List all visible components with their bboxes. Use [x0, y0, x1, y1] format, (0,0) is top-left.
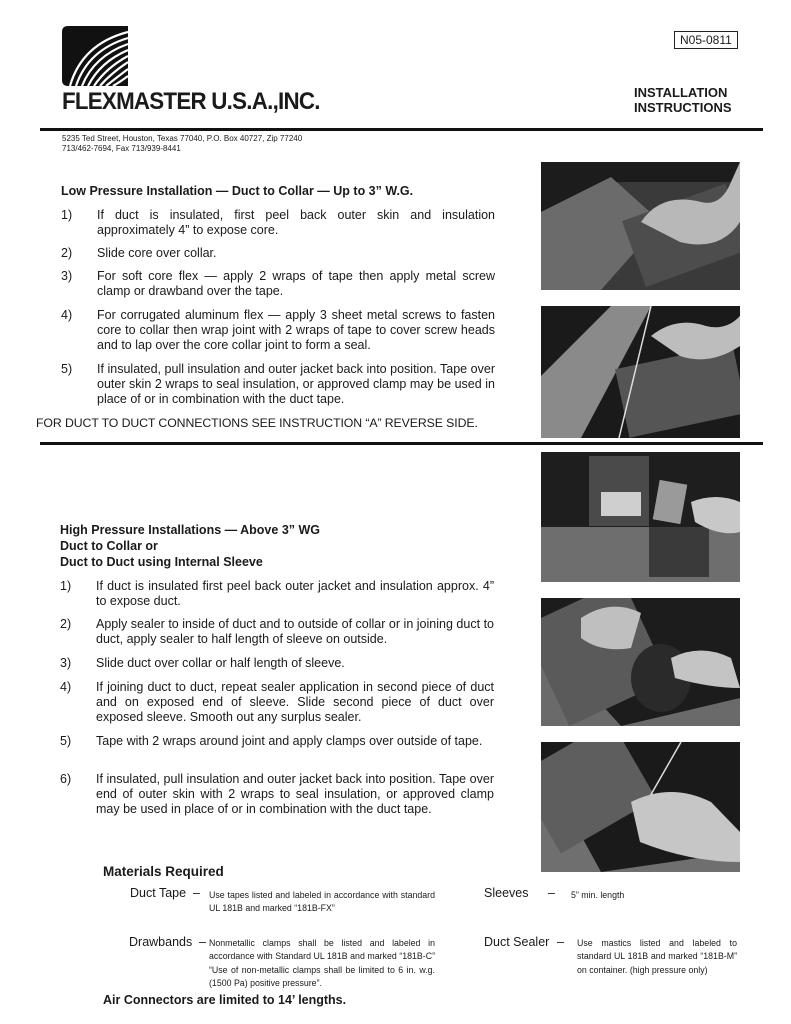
step-number: 1) [61, 208, 73, 222]
step-text: Slide core over collar. [97, 246, 217, 260]
high-pressure-heading [60, 522, 320, 570]
company-address [62, 134, 302, 154]
step-text: Apply sealer to inside of duct and to outside of collar or in joining duct to duct, apply sealer to half length of sleeve on outside. [96, 617, 494, 646]
step-text: Tape with 2 wraps around joint and apply clamps over outside of tape. [96, 734, 483, 748]
high-pressure-heading-line1: High Pressure Installations — Above 3” WG [60, 523, 321, 537]
material-dash: – [193, 886, 200, 900]
flexmaster-logo-icon [62, 26, 128, 86]
company-name: FLEXMASTER U.S.A.,INC. [62, 88, 320, 115]
step-text: If joining duct to duct, repeat sealer application in second piece of duct and on exposed end of sleeve. Slide second piece of duct over exposed sleeve. Smooth out any surplus sealer. [96, 680, 494, 724]
material-dash: – [557, 935, 564, 949]
reverse-side-note: FOR DUCT TO DUCT CONNECTIONS SEE INSTRUCTION “A” REVERSE SIDE. [36, 416, 478, 430]
material-dash: – [199, 935, 206, 949]
step-text: For corrugated aluminum flex — apply 3 sheet metal screws to fasten core to collar then wrap joint with 2 wraps of tape to cover screw heads and to lap over the core collar joint to form a seal. [97, 308, 495, 352]
step-text: For soft core flex — apply 2 wraps of tape then apply metal screw clamp or drawband over the tape. [97, 269, 495, 298]
material-desc-duct-tape: Use tapes listed and labeled in accordance with standard UL 181B and marked “181B-FX” [209, 890, 435, 914]
photo-brushing-sealer-on-sleeve [541, 452, 740, 582]
materials-heading: Materials Required [103, 864, 224, 879]
material-desc-sleeves: 5” min. length [571, 890, 625, 900]
step-number: 5) [61, 362, 73, 376]
step-number: 1) [60, 579, 72, 593]
step-number: 3) [61, 269, 73, 283]
photo-taping-duct-joint [541, 742, 740, 872]
air-connector-length-note: Air Connectors are limited to 14’ lengths. [103, 993, 347, 1007]
photo-screwing-corrugated-core-to-collar [541, 306, 740, 438]
step-text: If insulated, pull insulation and outer jacket back into position. Tape over end of outer skin with 2 wraps to seal insulation, or approved clamp may be used in place of or in combination with the duct tape. [96, 772, 494, 816]
material-label-duct-tape: Duct Tape [130, 886, 187, 900]
step-number: 3) [60, 656, 72, 670]
material-label-drawbands: Drawbands [129, 935, 193, 949]
section-divider [40, 442, 763, 445]
step-number: 4) [60, 680, 72, 694]
step-number: 2) [61, 246, 73, 260]
material-label-sleeves: Sleeves [484, 886, 529, 900]
document-title-line2: INSTRUCTIONS [634, 100, 732, 115]
high-pressure-heading-line2: Duct to Collar or [60, 539, 158, 553]
document-title [634, 85, 732, 115]
photo-wrapping-flex-core-on-collar [541, 162, 740, 290]
step-text: If insulated, pull insulation and outer jacket back into position. Tape over outer skin 2 wraps to seal insulation, or approved clamp may be used in place of or in combination with the duct tape. [97, 362, 495, 406]
address-line1: 5235 Ted Street, Houston, Texas 77040, P.O. Box 40727, Zip 77240 [62, 134, 303, 143]
step-number: 6) [60, 772, 72, 786]
step-number: 4) [61, 308, 73, 322]
step-number: 5) [60, 734, 72, 748]
material-label-duct-sealer: Duct Sealer [484, 935, 550, 949]
step-text: Slide duct over collar or half length of sleeve. [96, 656, 345, 670]
material-dash: – [548, 886, 555, 900]
phone-fax-line: 713/462-7694, Fax 713/939-8441 [62, 144, 181, 153]
material-desc-duct-sealer: Use mastics listed and labeled to standard UL 181B and marked “181B-M” on container. (high pressure only) [577, 938, 737, 975]
document-number: N05-0811 [674, 31, 738, 49]
document-title-line1: INSTALLATION [634, 85, 728, 100]
step-number: 2) [60, 617, 72, 631]
photo-sliding-duct-over-sleeve [541, 598, 740, 726]
high-pressure-heading-line3: Duct to Duct using Internal Sleeve [60, 555, 263, 569]
low-pressure-heading: Low Pressure Installation — Duct to Collar — Up to 3” W.G. [61, 184, 414, 198]
material-desc-drawbands: Nonmetallic clamps shall be listed and labeled in accordance with Standard UL 181B and marked “181B-C” “Use of non-metallic clamps shall be limited to 6 in. w.g. (1500 Pa) positive pressure”. [209, 938, 435, 988]
header-divider [40, 128, 763, 131]
step-text: If duct is insulated first peel back outer jacket and insulation approx. 4” to expose duct. [96, 579, 494, 608]
step-text: If duct is insulated, first peel back outer skin and insulation approximately 4” to expose core. [97, 208, 495, 237]
